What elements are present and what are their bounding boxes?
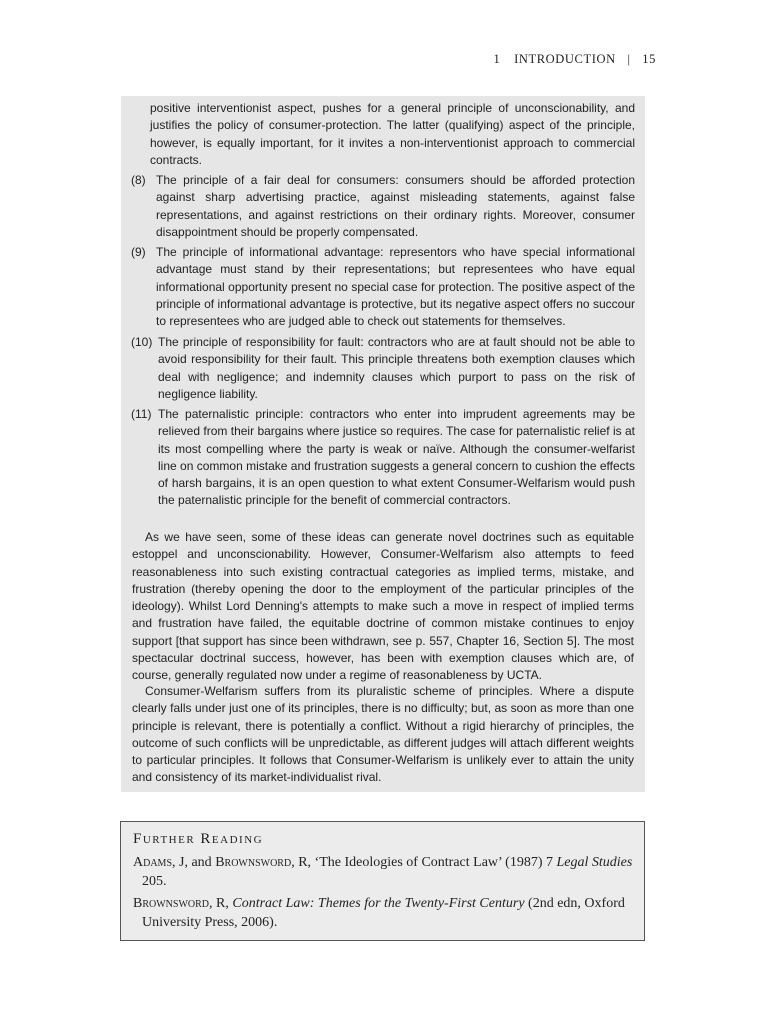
reference-entry: [133, 854, 647, 891]
list-item-text: The paternalistic principle: contractors who enter into imprudent agreements may be relieved from their bargains where justice so requires. The case for paternalistic relief is at its most compelling where the party is weak or naïve. Although the consumer-welfarist line on common mistake and frustration suggests a general concern to cushion the effects of harsh bargains, it is an open question to what extent Consumer-Welfarism would push the paternalistic principle for the benefit of commercial contractors.: [158, 407, 635, 508]
reference-author: Adams: [133, 855, 173, 870]
reference-entry: [133, 895, 647, 932]
body-paragraph: Consumer-Welfarism suffers from its pluralistic scheme of principles. Where a dispute clearly falls under just one of its principles, there is no difficulty; but, as soon as more than one principle is relevant, there is potentially a conflict. Without a rigid hierarchy of principles, the outcome of such conflicts will be unpredictable, as different judges will attach different weights to particular principles. It follows that Consumer-Welfarism is unlikely ever to attain the unity and consistency of its market-individualist rival.: [132, 684, 634, 785]
list-item-text: The principle of responsibility for fault: contractors who are at fault should not be able to avoid responsibility for their fault. This principle threatens both exemption clauses which deal with negligence; and indemnity clauses which purport to pass on the risk of negligence liability.: [158, 335, 635, 401]
further-reading-box: [120, 821, 645, 941]
list-item-number: (9): [131, 245, 146, 259]
reference-author: Brownsword: [215, 855, 292, 870]
reference-text: 205.: [142, 873, 167, 889]
running-head-separator: |: [627, 52, 631, 66]
list-item-number: (10): [131, 335, 153, 349]
reference-journal: Legal Studies: [556, 855, 633, 870]
list-item: [131, 172, 635, 241]
list-item-number: (11): [131, 407, 152, 421]
reference-book-title: Contract Law: Themes for the Twenty-First Century: [232, 896, 525, 911]
reference-text: (2nd edn, Oxford University Press, 2006).: [142, 896, 625, 930]
body-paragraph: As we have seen, some of these ideas can generate novel doctrines such as equitable estoppel and unconscionability. However, Consumer-Welfarism also attempts to feed reasonableness into such existing contractual categories as implied terms, mistake, and frustration (thereby opening the door to the employment of the particular principles of the ideology). Whilst Lord Denning's attempts to make such a move in respect of implied terms and frustration have failed, the equitable doctrine of common mistake continues to enjoy support [that support has since been withdrawn, see p. 557, Chapter 16, Section 5]. The most spectacular doctrinal success, however, has been with exemption clauses which are, of course, generally regulated now under a regime of reasonableness by UCTA.: [132, 530, 634, 683]
further-reading-title: Further Reading: [133, 831, 264, 847]
list-item: [131, 244, 635, 330]
reference-author: Brownsword: [133, 896, 210, 911]
list-item: [131, 406, 635, 510]
list-item-text: The principle of informational advantage: representors who have special informational advantage must stand by their representations; but representees who have equal informational opportunity present no special case for protection. The positive aspect of the principle of informational advantage is protective, but its negative aspect offers no succour to representees who are judged able to check out statements for themselves.: [156, 245, 635, 329]
list-item-number: (8): [131, 173, 146, 187]
chapter-title: INTRODUCTION: [514, 52, 616, 66]
reference-text: , J, and: [172, 855, 216, 870]
reference-text: , R, ‘The Ideologies of Contract Law’ (1987) 7: [291, 855, 557, 870]
continuation-text: positive interventionist aspect, pushes for a general principle of unconscionability, and justifies the policy of consumer-protection. The latter (qualifying) aspect of the principle, however, is equally important, for it invites a non-interventionist approach to commercial contracts.: [150, 101, 635, 167]
chapter-number: 1: [493, 52, 501, 66]
running-head: [493, 52, 656, 67]
reference-text: , R,: [209, 896, 233, 911]
list-item-text: The principle of a fair deal for consumers: consumers should be afforded protection against sharp advertising practice, against misleading statements, against false representations, and against restrictions on their ordinary rights. Moreover, consumer disappointment should be properly compensated.: [156, 173, 635, 239]
list-item: [131, 334, 635, 403]
page-number: 15: [642, 52, 656, 66]
